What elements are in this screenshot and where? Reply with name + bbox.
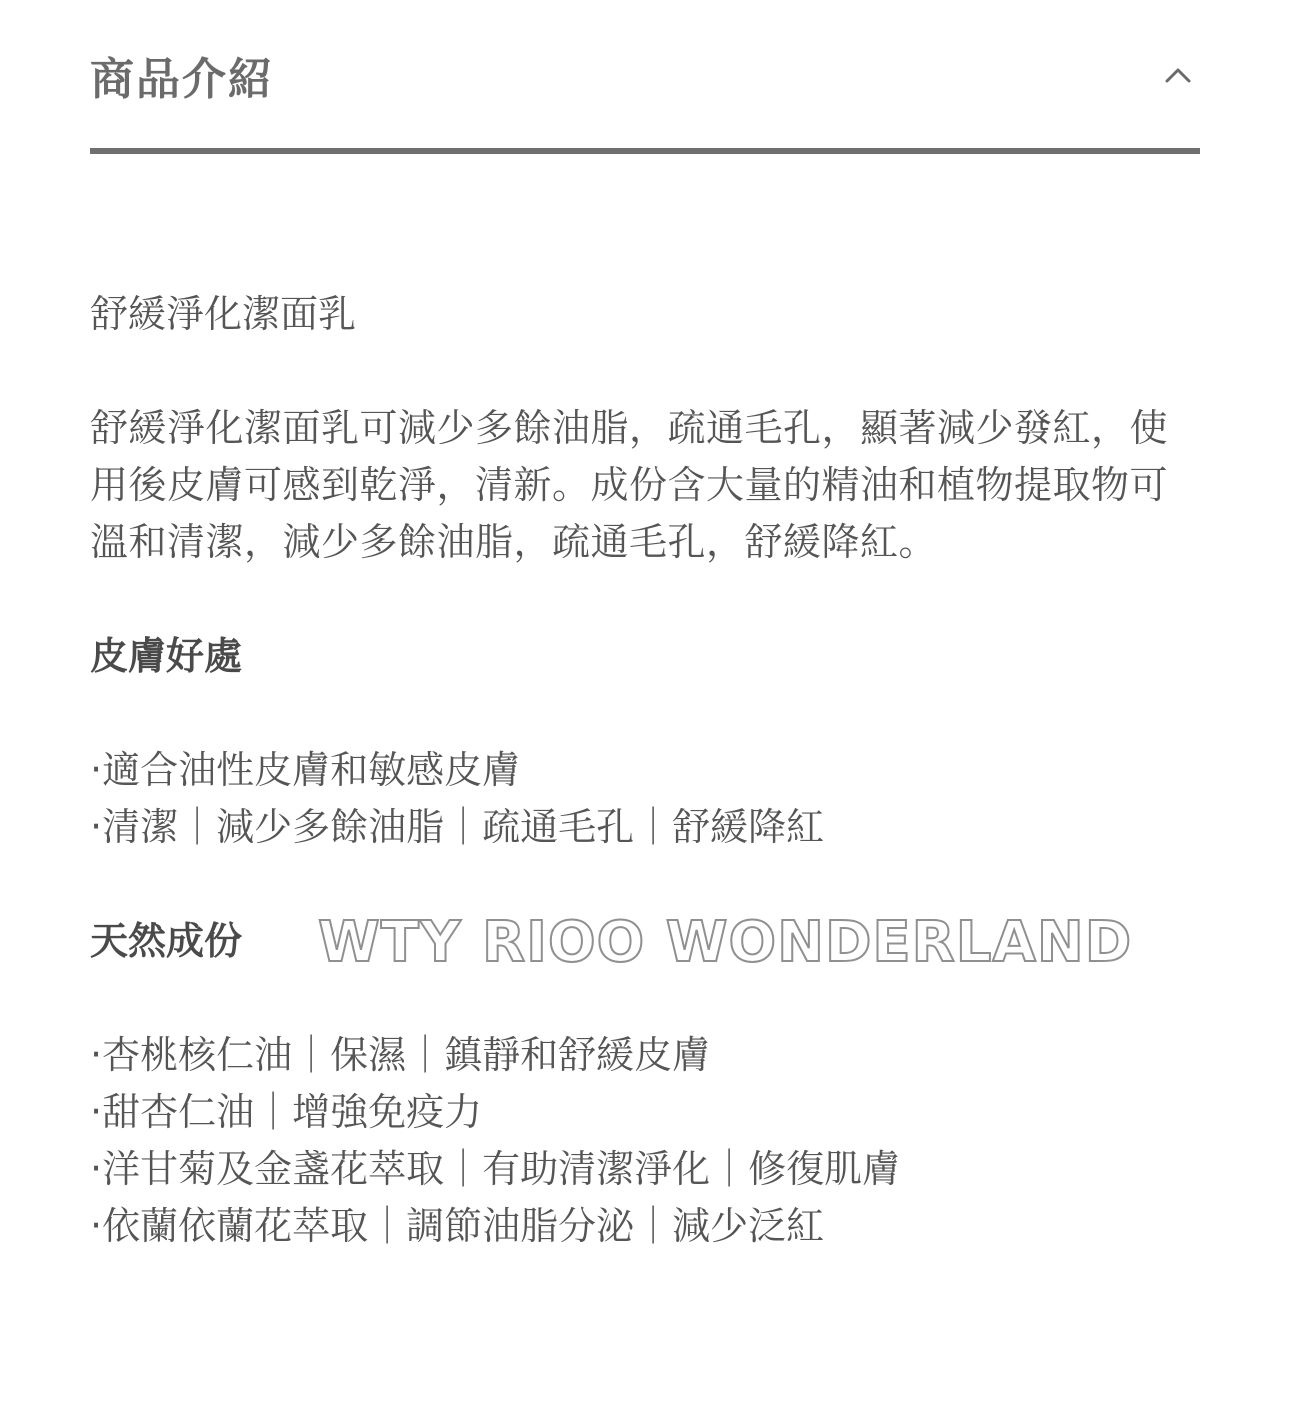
chevron-up-icon[interactable] xyxy=(1164,61,1192,89)
ingredient-item: ‧甜杏仁油｜增強免疫力 xyxy=(90,1090,483,1134)
ingredient-item: ‧依蘭依蘭花萃取｜調節油脂分泌｜減少泛紅 xyxy=(90,1204,825,1248)
ingredient-item: ‧杏桃核仁油｜保濕｜鎮靜和舒緩皮膚 xyxy=(90,1033,711,1077)
accordion-divider xyxy=(90,148,1200,154)
product-name: 舒緩淨化潔面乳 xyxy=(90,292,357,336)
ingredients-list xyxy=(90,1027,1200,1255)
benefit-item: ‧清潔｜減少多餘油脂｜疏通毛孔｜舒緩降紅 xyxy=(90,805,825,849)
benefit-item: ‧適合油性皮膚和敏感皮膚 xyxy=(90,748,521,792)
benefits-list xyxy=(90,742,1200,856)
watermark-logo: WTY RIOO WONDERLAND xyxy=(318,910,1133,975)
ingredients-heading-row xyxy=(90,910,1200,975)
product-description: 舒緩淨化潔面乳可減少多餘油脂，疏通毛孔，顯著減少發紅，使用後皮膚可感到乾淨，清新。成份含大量的精油和植物提取物可溫和清潔，減少多餘油脂，疏通毛孔，舒緩降紅。 xyxy=(90,406,1169,564)
ingredient-item: ‧洋甘菊及金盞花萃取｜有助清潔淨化｜修復肌膚 xyxy=(90,1147,901,1191)
benefits-heading: 皮膚好處 xyxy=(90,634,243,678)
ingredients-heading: 天然成份 xyxy=(90,919,243,963)
product-description-body xyxy=(90,286,1200,1312)
accordion-title: 商品介紹 xyxy=(90,54,274,105)
accordion-header[interactable] xyxy=(90,40,1200,110)
